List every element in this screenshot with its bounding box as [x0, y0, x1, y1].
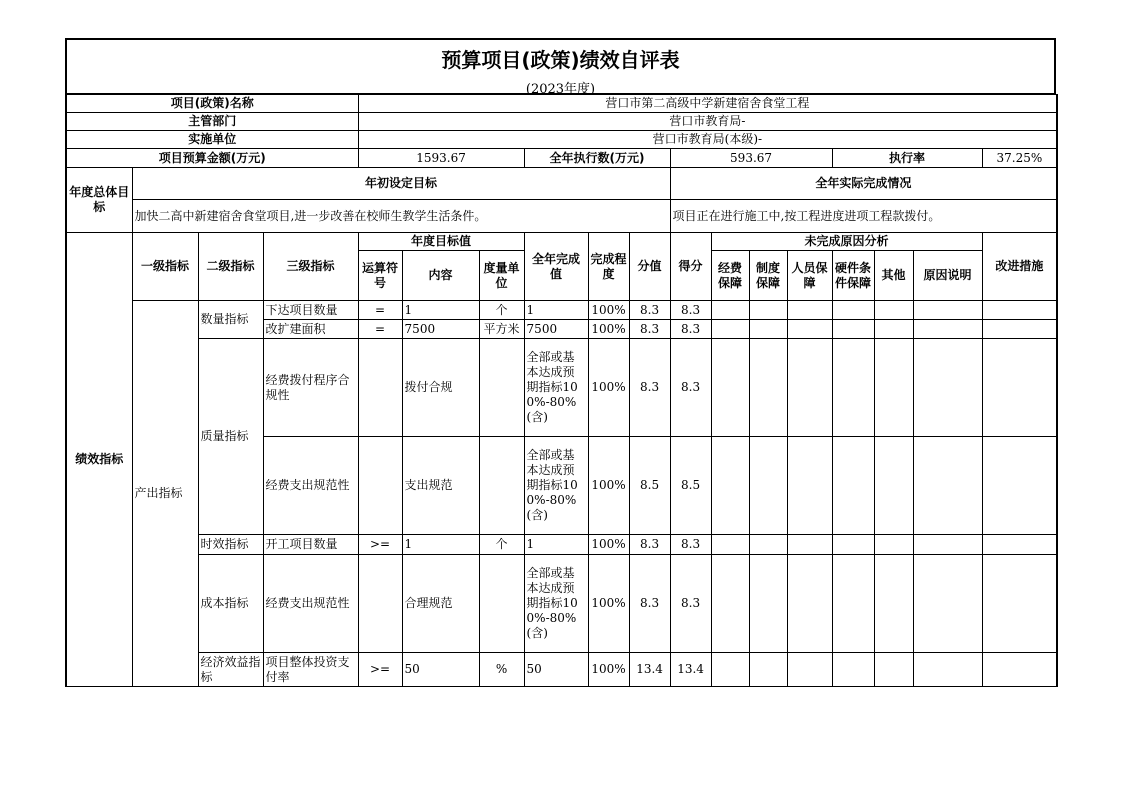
initial-goal-text: 加快二高中新建宿舍食堂项目,进一步改善在校师生教学生活条件。: [132, 200, 670, 233]
title-block: [65, 38, 1056, 97]
table-row: 质量指标 经费拨付程序合规性 拨付合规 全部或基本达成预期指标100%-80%(含) 100% 8.3 8.3: [66, 339, 1057, 437]
annual-target-header: 年度目标值: [358, 233, 524, 251]
budget-value: 1593.67: [358, 149, 524, 168]
table-row: 成本指标 经费支出规范性 合理规范 全部或基本达成预期指标100%-80%(含) 100% 8.3 8.3: [66, 555, 1057, 653]
page-subtitle: (2023年度): [525, 82, 596, 97]
reason-funds-header: 经费保障: [711, 251, 749, 301]
actual-value-header: 全年完成值: [524, 233, 588, 301]
table-row: 产出指标 数量指标 下达项目数量 = 1 个 1 100% 8.3 8.3: [66, 301, 1057, 320]
level1-output: 产出指标: [132, 301, 198, 687]
exec-label: 全年执行数(万元): [524, 149, 670, 168]
table-row: 时效指标 开工项目数量 >= 1 个 1 100% 8.3 8.3: [66, 535, 1057, 555]
reason-explain-header: 原因说明: [913, 251, 982, 301]
self-evaluation-table: [65, 94, 1058, 687]
exec-value: 593.67: [670, 149, 832, 168]
completion-header: 完成程度: [588, 233, 629, 301]
dept-label: 主管部门: [66, 113, 358, 131]
perf-indicator-label: 绩效指标: [66, 233, 132, 687]
table-row: 经费支出规范性 支出规范 全部或基本达成预期指标100%-80%(含) 100% 8.5 8.5: [66, 437, 1057, 535]
unit-header: 度量单位: [479, 251, 524, 301]
annual-goal-label: 年度总体目标: [66, 168, 132, 233]
rate-value: 37.25%: [982, 149, 1057, 168]
group-quality: 质量指标: [198, 339, 263, 535]
reason-hardware-header: 硬件条件保障: [832, 251, 874, 301]
group-economic: 经济效益指标: [198, 653, 263, 687]
rate-label: 执行率: [832, 149, 982, 168]
level2-header: 二级指标: [198, 233, 263, 301]
actual-goal-header: 全年实际完成情况: [670, 168, 1057, 200]
budget-label: 项目预算金额(万元): [66, 149, 358, 168]
operator-header: 运算符号: [358, 251, 402, 301]
performance-sheet: [65, 38, 1058, 698]
unit-label: 实施单位: [66, 131, 358, 149]
page-title: 预算项目(政策)绩效自评表: [441, 48, 680, 72]
reason-system-header: 制度保障: [749, 251, 787, 301]
initial-goal-header: 年初设定目标: [132, 168, 670, 200]
project-name-label: 项目(政策)名称: [66, 95, 358, 113]
table-row: 经济效益指标 项目整体投资支付率 >= 50 % 50 100% 13.4 13.4: [66, 653, 1057, 687]
reasons-header: 未完成原因分析: [711, 233, 982, 251]
dept-value: 营口市教育局-: [358, 113, 1057, 131]
score-header: 分值: [629, 233, 670, 301]
improve-header: 改进措施: [982, 233, 1057, 301]
got-header: 得分: [670, 233, 711, 301]
project-name-value: 营口市第二高级中学新建宿舍食堂工程: [358, 95, 1057, 113]
table-row: 改扩建面积 = 7500 平方米 7500 100% 8.3 8.3: [66, 320, 1057, 339]
content-header: 内容: [402, 251, 479, 301]
group-cost: 成本指标: [198, 555, 263, 653]
level1-header: 一级指标: [132, 233, 198, 301]
group-time: 时效指标: [198, 535, 263, 555]
group-quantity: 数量指标: [198, 301, 263, 339]
reason-staff-header: 人员保障: [787, 251, 832, 301]
reason-other-header: 其他: [874, 251, 913, 301]
level3-header: 三级指标: [263, 233, 358, 301]
unit-value: 营口市教育局(本级)-: [358, 131, 1057, 149]
actual-goal-text: 项目正在进行施工中,按工程进度进项工程款拨付。: [670, 200, 1057, 233]
